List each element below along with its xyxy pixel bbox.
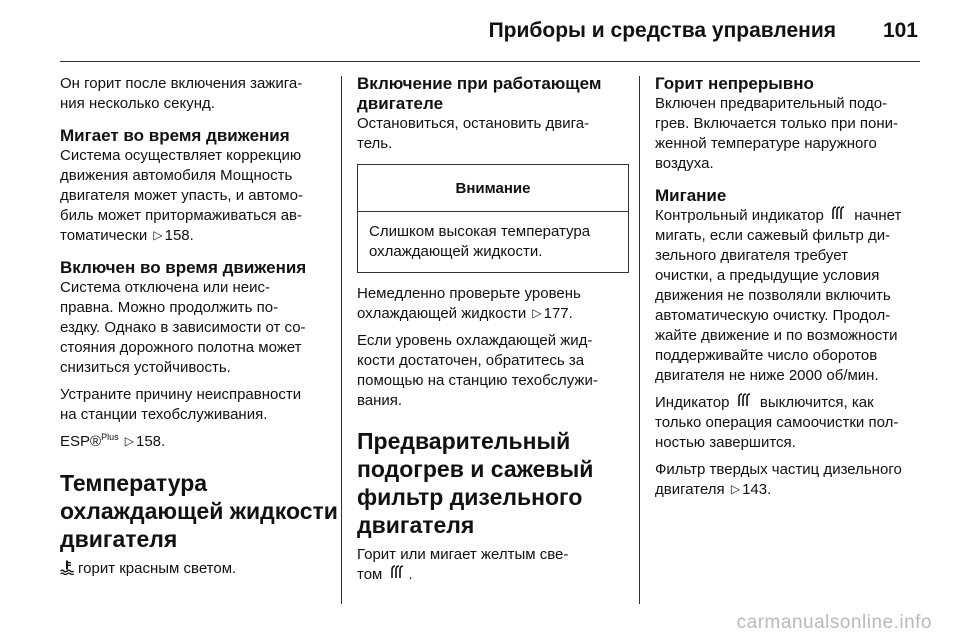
- warning-note-title: Внимание: [358, 165, 628, 212]
- column-divider: [639, 76, 640, 604]
- enough-paragraph: Если уровень охлаждающей жид- кости достаточен, обратитесь за помощью на станцию техобслужи- вания.: [357, 332, 598, 409]
- section-heading-blinking: Мигание: [655, 186, 727, 205]
- warning-note-box: [357, 164, 629, 273]
- column-middle: [357, 74, 629, 592]
- page-ref-link[interactable]: 158.: [136, 433, 166, 450]
- page-ref-link[interactable]: 158.: [164, 227, 194, 244]
- column-divider: [341, 76, 342, 604]
- intro-paragraph: Он горит после включения зажига- ния несколько секунд.: [60, 75, 303, 112]
- page-ref-arrow-icon: ▷: [153, 228, 163, 242]
- page-ref-arrow-icon: ▷: [532, 306, 542, 320]
- page-ref-link[interactable]: 143.: [742, 481, 772, 498]
- page-ref-arrow-icon: ▷: [730, 482, 741, 496]
- stop-paragraph: Остановиться, остановить двига- тель.: [357, 115, 590, 152]
- off-paragraph: Индикатор выключится, как только операция самоочистки пол- ностью завершится.: [655, 394, 899, 451]
- on-paragraph: Система отключена или неис- правна. Можно продолжить по- ездку. Однако в зависимости от со- стояния дорожного полотна может снизиться устойчивость.: [60, 279, 306, 376]
- fix-paragraph: Устраните причину неисправности на станции техобслуживания.: [60, 386, 302, 423]
- yellow-paragraph: Горит или мигает желтым све- том .: [357, 546, 569, 583]
- section-heading-steady: Горит непрерывно: [655, 74, 814, 93]
- page-ref-arrow-icon: ▷: [124, 434, 134, 448]
- header-rule: [60, 61, 920, 62]
- section-heading-on-driving: Включен во время движения: [60, 258, 307, 277]
- page-number: 101: [882, 19, 918, 42]
- coolant-temperature-icon: [60, 560, 74, 581]
- glow-plug-icon: [390, 565, 406, 585]
- glow-plug-icon: [737, 393, 753, 413]
- column-right: [655, 74, 927, 507]
- esp-paragraph: ESP®$^{Plus}$ ▷ 158.: [60, 432, 166, 450]
- page-ref-link[interactable]: 177.: [543, 305, 573, 322]
- section-heading-blink-driving: Мигает во время движения: [60, 126, 290, 145]
- coolant-paragraph: горит красным светом.: [60, 559, 332, 581]
- page-title: Приборы и средства управления: [488, 19, 836, 42]
- section-heading-preheat: Предварительный подогрев и сажевый фильтр дизельного двигателя: [357, 428, 594, 538]
- blink-paragraph: Система осуществляет коррекцию движения автомобиля Мощность двигателя может упасть, и автомо- биль может притормаживаться ав- томатически ▷ 158.: [60, 147, 303, 244]
- section-heading-engine-running: Включение при работающем двигателе: [357, 74, 602, 113]
- filter-paragraph: Фильтр твердых частиц дизельного двигателя ▷ 143.: [655, 461, 902, 498]
- steady-paragraph: Включен предварительный подо- грев. Включается только при пони- женной температуре наружного воздуха.: [655, 95, 899, 172]
- section-heading-coolant: Температура охлаждающей жидкости двигателя: [60, 470, 338, 552]
- check-paragraph: Немедленно проверьте уровень охлаждающей жидкости ▷ 177.: [357, 285, 581, 322]
- blinking-paragraph: Контрольный индикатор начнет мигать, если сажевый фильтр ди- зельного двигателя требует очистки, а предыдущие условия движения не позволяли включить автоматическую очистку. Продол- жайте движение и по возможности поддерживайте число оборотов двигателя не ниже 2000 об/мин.: [655, 207, 902, 384]
- column-left: [60, 74, 338, 588]
- watermark: carmanualsonline.info: [736, 612, 932, 633]
- warning-note-body: Слишком высокая температура охлаждающей жидкости.: [369, 223, 591, 260]
- glow-plug-icon: [831, 206, 847, 226]
